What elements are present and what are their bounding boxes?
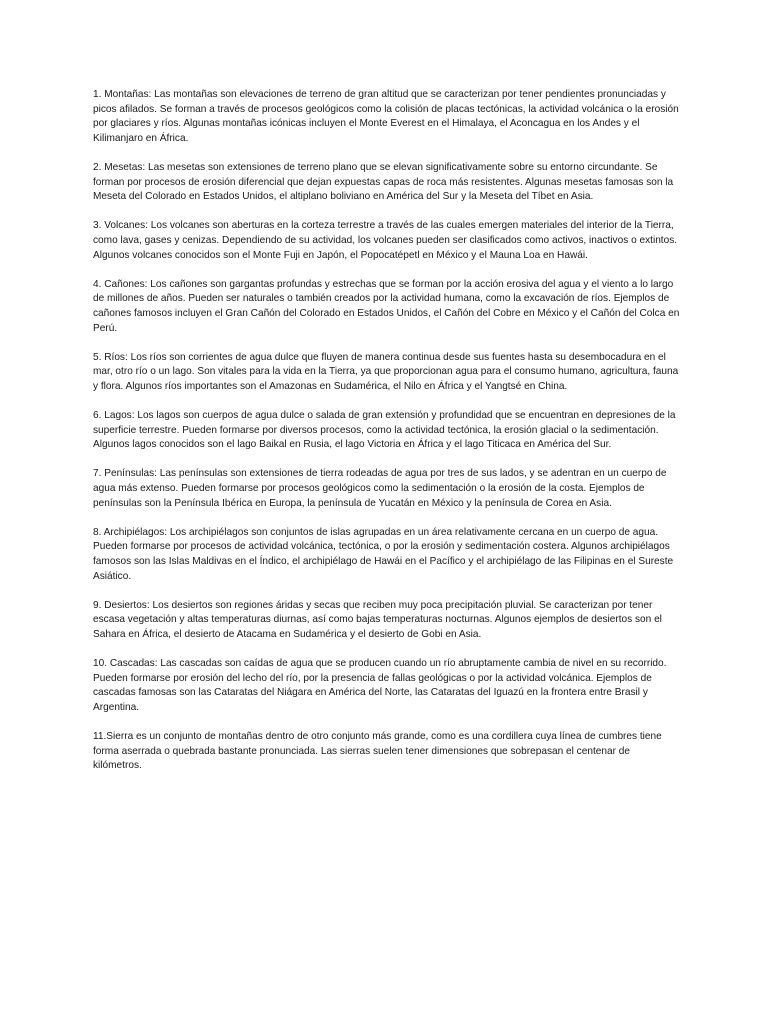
paragraph-cascadas: 10. Cascadas: Las cascadas son caídas de agua que se producen cuando un río abruptamente cambia de nivel en su recorrido. Pueden formarse por erosión del lecho del río, por la presencia de fallas geológicas o por la actividad volcánica. Ejemplos de cascadas famosas son las Cataratas del Niágara en América del Norte, las Cataratas del Iguazú en la frontera entre Brasil y Argentina. [93, 658, 667, 713]
paragraph-archipielagos: 8. Archipiélagos: Los archipiélagos son conjuntos de islas agrupadas en un área relativamente cercana en un cuerpo de agua. Pueden formarse por procesos de actividad volcánica, tectónica, o por la erosión y sedimentación costera. Algunos archipiélagos famosos son las Islas Maldivas en el Índico, el archipiélago de Hawái en el Pacífico y el archipiélago de las Filipinas en el Sureste Asiático. [93, 526, 674, 582]
paragraph-desiertos: 9. Desiertos: Los desiertos son regiones áridas y secas que reciben muy poca precipitación pluvial. Se caracterizan por tener escasa vegetación y altas temperaturas diurnas, así como bajas temperaturas nocturnas. Algunos ejemplos de desiertos son el Sahara en África, el desierto de Atacama en Sudamérica y el desierto de Gobi en Asia. [93, 599, 662, 640]
paragraph-canones: 4. Cañones: Los cañones son gargantas profundas y estrechas que se forman por la acción erosiva del agua y el viento a lo largo de millones de años. Pueden ser naturales o también creados por la actividad humana, como la excavación de ríos. Ejemplos de cañones famosos incluyen el Gran Cañón del Colorado en Estados Unidos, el Cañón del Cobre en México y el Cañón del Colca en Perú. [93, 278, 680, 334]
paragraph-montanas: 1. Montañas: Las montañas son elevaciones de terreno de gran altitud que se caracterizan por tener pendientes pronunciadas y picos afilados. Se forman a través de procesos geológicos como la colisión de placas tectónicas, la actividad volcánica o la erosión por glaciares y ríos. Algunas montañas icónicas incluyen el Monte Everest en el Himalaya, el Aconcagua en los Andes y el Kilimanjaro en África. [93, 89, 679, 144]
paragraph-peninsulas: 7. Penínsulas: Las penínsulas son extensiones de tierra rodeadas de agua por tres de sus lados, y se adentran en un cuerpo de agua más extenso. Pueden formarse por procesos geológicos como la sedimentación o la erosión de la costa. Ejemplos de penínsulas son la Península Ibérica en Europa, la península de Yucatán en México y la península de Corea en Asia. [93, 468, 667, 509]
paragraph-mesetas: 2. Mesetas: Las mesetas son extensiones de terreno plano que se elevan significativamente sobre su entorno circundante. Se forman por procesos de erosión diferencial que dejan expuestas capas de roca más resistentes. Algunas mesetas famosas son la Meseta del Colorado en Estados Unidos, el altiplano boliviano en América del Sur y la Meseta del Tíbet en Asia. [93, 161, 674, 203]
paragraph-lagos: 6. Lagos: Los lagos son cuerpos de agua dulce o salada de gran extensión y profundidad que se encuentran en depresiones de la superficie terrestre. Pueden formarse por diversos procesos, como la actividad tectónica, la erosión glacial o la sedimentación. Algunos lagos conocidos son el lago Baikal en Rusia, el lago Victoria en África y el lago Titicaca en América del Sur. [93, 410, 676, 451]
document-page [93, 88, 681, 789]
paragraph-rios: 5. Ríos: Los ríos son corrientes de agua dulce que fluyen de manera continua desde sus fuentes hasta su desembocadura en el mar, otro río o un lago. Son vitales para la vida en la Tierra, ya que proporcionan agua para el consumo humano, agricultura, fauna y flora. Algunos ríos importantes son el Amazonas en Sudamérica, el Nilo en África y el Yangtsé en China. [93, 351, 679, 392]
paragraph-volcanes: 3. Volcanes: Los volcanes son aberturas en la corteza terrestre a través de las cuales emergen materiales del interior de la Tierra, como lava, gases y cenizas. Dependiendo de su actividad, los volcanes pueden ser clasificados como activos, inactivos o extintos. Algunos volcanes conocidos son el Monte Fuji en Japón, el Popocatépetl en México y el Mauna Loa en Hawái. [93, 220, 678, 261]
paragraph-sierra: 11.Sierra es un conjunto de montañas dentro de otro conjunto más grande, como es una cordillera cuya línea de cumbres tiene forma aserrada o quebrada bastante pronunciada. Las sierras suelen tener dimensiones que sobrepasan el centenar de kilómetros. [93, 731, 662, 772]
